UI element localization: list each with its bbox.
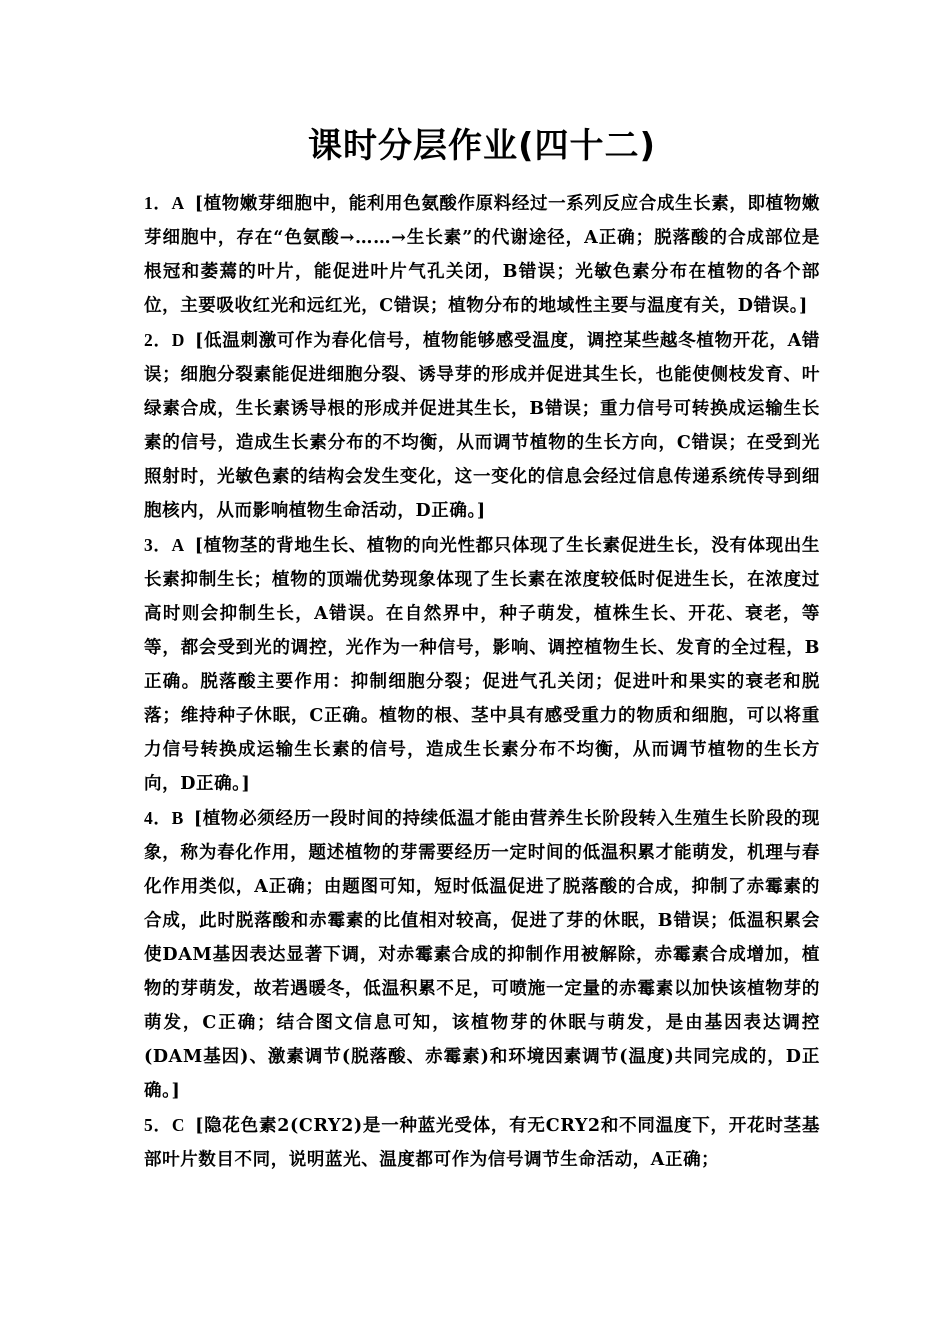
answer-explanation: [低温刺激可作为春化信号，植物能够感受温度，调控某些越冬植物开花，A错误；细胞分裂素能促进细胞分裂、诱导芽的形成并促进其生长，也能使侧枝发育、叶绿素合成，生长素诱导根的形成并促进其生长，B错误；重力信号可转换成运输生长素的信号，造成生长素分布的不均衡，从而调节植物的生长方向，C错误；在受到光照射时，光敏色素的结构会发生变化，这一变化的信息会经过信息传递系统传导到细胞核内，从而影响植物生命活动，D正确。] <box>144 331 821 521</box>
answer-explanation: [植物必须经历一段时间的持续低温才能由营养生长阶段转入生殖生长阶段的现象，称为春化作用，题述植物的芽需要经历一定时间的低温积累才能萌发，机理与春化作用类似，A正确；由题图可知，短时低温促进了脱落酸的合成，抑制了赤霉素的合成，此时脱落酸和赤霉素的比值相对较高，促进了芽的休眠，B错误；低温积累会使DAM基因表达显著下调，对赤霉素合成的抑制作用被解除，赤霉素合成增加，植物的芽萌发，故若遇暖冬，低温积累不足，可喷施一定量的赤霉素以加快该植物芽的萌发，C正确；结合图文信息可知，该植物芽的休眠与萌发，是由基因表达调控(DAM基因)、激素调节(脱落酸、赤霉素)和环境因素调节(温度)共同完成的，D正确。] <box>144 809 820 1101</box>
answer-number: 4． <box>144 808 172 828</box>
document-page <box>144 122 820 1177</box>
answer-explanation: [隐花色素2(CRY2)是一种蓝光受体，有无CRY2和不同温度下，开花时茎基部叶片数目不同，说明蓝光、温度都可作为信号调节生命活动，A正确； <box>144 1116 820 1170</box>
answer-explanation: [植物茎的背地生长、植物的向光性都只体现了生长素促进生长，没有体现出生长素抑制生长；植物的顶端优势现象体现了生长素在浓度较低时促进生长，在浓度过高时则会抑制生长，A错误。在自然界中，种子萌发，植株生长、开花、衰老，等等，都会受到光的调控，光作为一种信号，影响、调控植物生长、发育的全过程，B正确。脱落酸主要作用：抑制细胞分裂；促进气孔关闭；促进叶和果实的衰老和脱落；维持种子休眠，C正确。植物的根、茎中具有感受重力的物质和细胞，可以将重力信号转换成运输生长素的信号，造成生长素分布不均衡，从而调节植物的生长方向，D正确。] <box>144 536 821 794</box>
answer-explanation: [植物嫩芽细胞中，能利用色氨酸作原料经过一系列反应合成生长素，即植物嫩芽细胞中，存在“色氨酸→……→生长素”的代谢途径，A正确；脱落酸的合成部位是根冠和萎蔫的叶片，能促进叶片气孔关闭，B错误；光敏色素分布在植物的各个部位，主要吸收红光和远红光，C错误；植物分布的地域性主要与温度有关，D错误。] <box>144 194 821 316</box>
answer-number: 2． <box>144 330 172 350</box>
answer-list <box>144 186 820 1177</box>
answer-item-2 <box>144 323 820 528</box>
answer-key: D <box>171 330 185 350</box>
answer-key: A <box>171 193 185 213</box>
page-title: 课时分层作业(四十二) <box>307 126 657 166</box>
answer-number: 1． <box>144 193 172 213</box>
answer-number: 3． <box>144 535 172 555</box>
answer-key: C <box>171 1115 186 1135</box>
answer-key: A <box>171 535 185 555</box>
answer-number: 5． <box>144 1115 172 1135</box>
answer-item-4 <box>144 801 820 1108</box>
answer-item-1 <box>144 186 820 323</box>
answer-item-5 <box>144 1108 820 1177</box>
answer-item-3 <box>144 528 820 801</box>
answer-key: B <box>171 808 184 828</box>
